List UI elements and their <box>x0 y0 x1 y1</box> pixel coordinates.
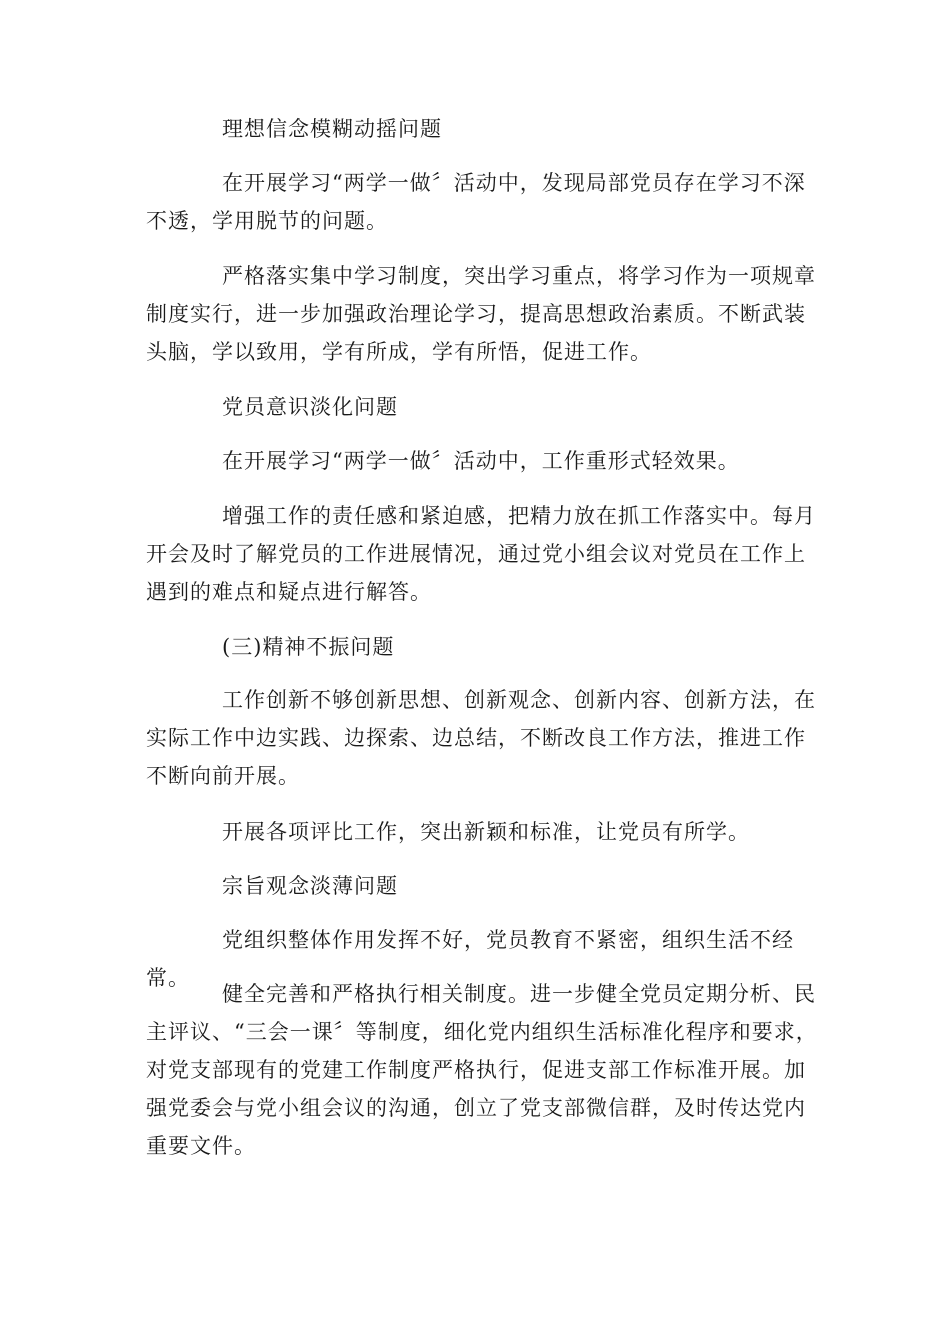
paragraph-formality-problem: 在开展学习“两学一做〞活动中，工作重形式轻效果。 <box>222 449 740 473</box>
heading-spirit-problem: (三)精神不振问题 <box>222 635 395 659</box>
paragraph-organization-problem: 党组织整体作用发挥不好，党员教育不紧密，组织生活不经常。 <box>146 928 794 990</box>
paragraph-responsibility-measures: 增强工作的责任感和紧迫感，把精力放在抓工作落实中。每月开会及时了解党员的工作进展情况，通过党小组会议对党员在工作上遇到的难点和疑点进行解答。 <box>146 504 816 604</box>
paragraph-study-measures: 严格落实集中学习制度，突出学习重点，将学习作为一项规章制度实行，进一步加强政治理论学习，提高思想政治素质。不断武装头脑，学以致用，学有所成，学有所悟，促进工作。 <box>146 264 816 364</box>
paragraph-system-measures: 健全完善和严格执行相关制度。进一步健全党员定期分析、民主评议、“三会一课〞等制度，细化党内组织生活标准化程序和要求，对党支部现有的党建工作制度严格执行，促进支部工作标准开展。加强党委会与党小组会议的沟通，创立了党支部微信群，及时传达党内重要文件。 <box>146 982 818 1158</box>
heading-purpose-problem: 宗旨观念淡薄问题 <box>222 874 398 898</box>
paragraph-study-problem: 在开展学习“两学一做〞活动中，发现局部党员存在学习不深不透，学用脱节的问题。 <box>146 171 806 233</box>
heading-party-awareness-problem: 党员意识淡化问题 <box>222 395 398 419</box>
paragraph-evaluation-measures: 开展各项评比工作，突出新颖和标准，让党员有所学。 <box>222 820 750 844</box>
heading-ideals-problem: 理想信念模糊动摇问题 <box>222 117 442 141</box>
paragraph-innovation-measures: 工作创新不够创新思想、创新观念、创新内容、创新方法，在实际工作中边实践、边探索、边总结，不断改良工作方法，推进工作不断向前开展。 <box>146 688 816 788</box>
